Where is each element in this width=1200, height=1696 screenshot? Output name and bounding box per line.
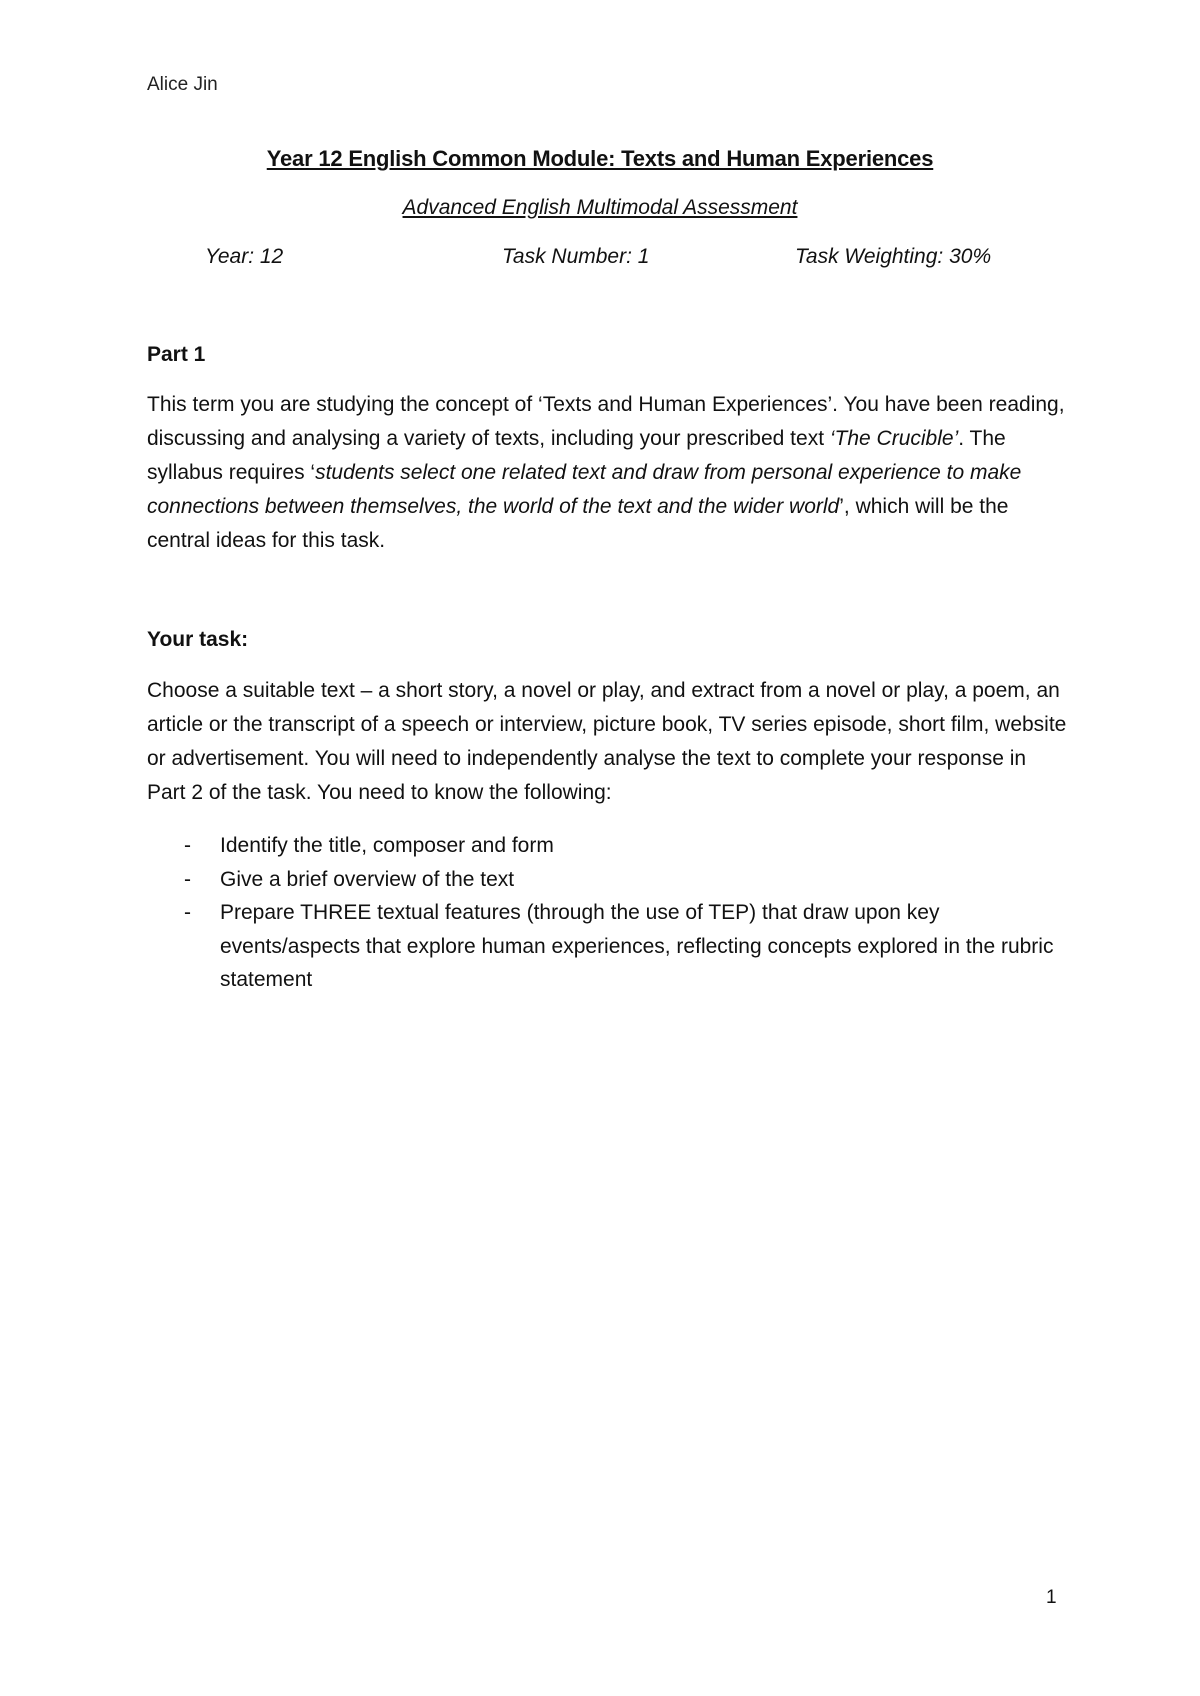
header-author-name: Alice Jin: [147, 74, 218, 95]
your-task-heading: Your task:: [147, 628, 249, 651]
part1-paragraph: [147, 388, 1067, 558]
list-item: [147, 863, 1067, 897]
part1-text-segment: ’, which will be the central ideas for this task.: [147, 495, 1009, 552]
list-item-text: Identify the title, composer and form: [220, 834, 554, 857]
task-requirements-list: [147, 829, 1067, 997]
list-dash: -: [184, 901, 191, 924]
meta-task-weighting: Task Weighting: 30%: [795, 245, 992, 268]
task-paragraph: Choose a suitable text – a short story, a novel or play, and extract from a novel or play, a poem, an article or the transcript of a speech or interview, picture book, TV series episode, short film, website or advertisement. You will need to independently analyse the text to complete your response in Part 2 of the task. You need to know the following:: [147, 679, 1067, 804]
list-item-text: Prepare THREE textual features (through the use of TEP) that draw upon key events/aspects that explore human experiences, reflecting concepts explored in the rubric statement: [220, 901, 1054, 991]
meta-task-number: Task Number: 1: [502, 245, 650, 268]
page-number: 1: [1046, 1587, 1057, 1608]
document-title: Year 12 English Common Module: Texts and Human Experiences: [266, 146, 934, 171]
syllabus-quote: students select one related text and draw from personal experience to make connections between themselves, the world of the text and the wider world: [147, 461, 1022, 518]
list-dash: -: [184, 867, 191, 891]
meta-year: Year: 12: [205, 245, 284, 268]
part1-heading: Part 1: [147, 343, 206, 366]
list-dash: -: [184, 834, 191, 857]
list-item-text: Give a brief overview of the text: [220, 867, 515, 891]
list-item: [147, 896, 1067, 997]
part1-text-segment: . The syllabus requires ‘: [147, 427, 1006, 484]
prescribed-text-title: ‘The Crucible’: [829, 427, 959, 450]
list-item: [147, 829, 1067, 863]
document-subtitle: Advanced English Multimodal Assessment: [402, 196, 798, 219]
part1-text-segment: This term you are studying the concept of ‘Texts and Human Experiences’. You have been reading, discussing and analysing a variety of texts, including your prescribed text: [147, 393, 1065, 450]
